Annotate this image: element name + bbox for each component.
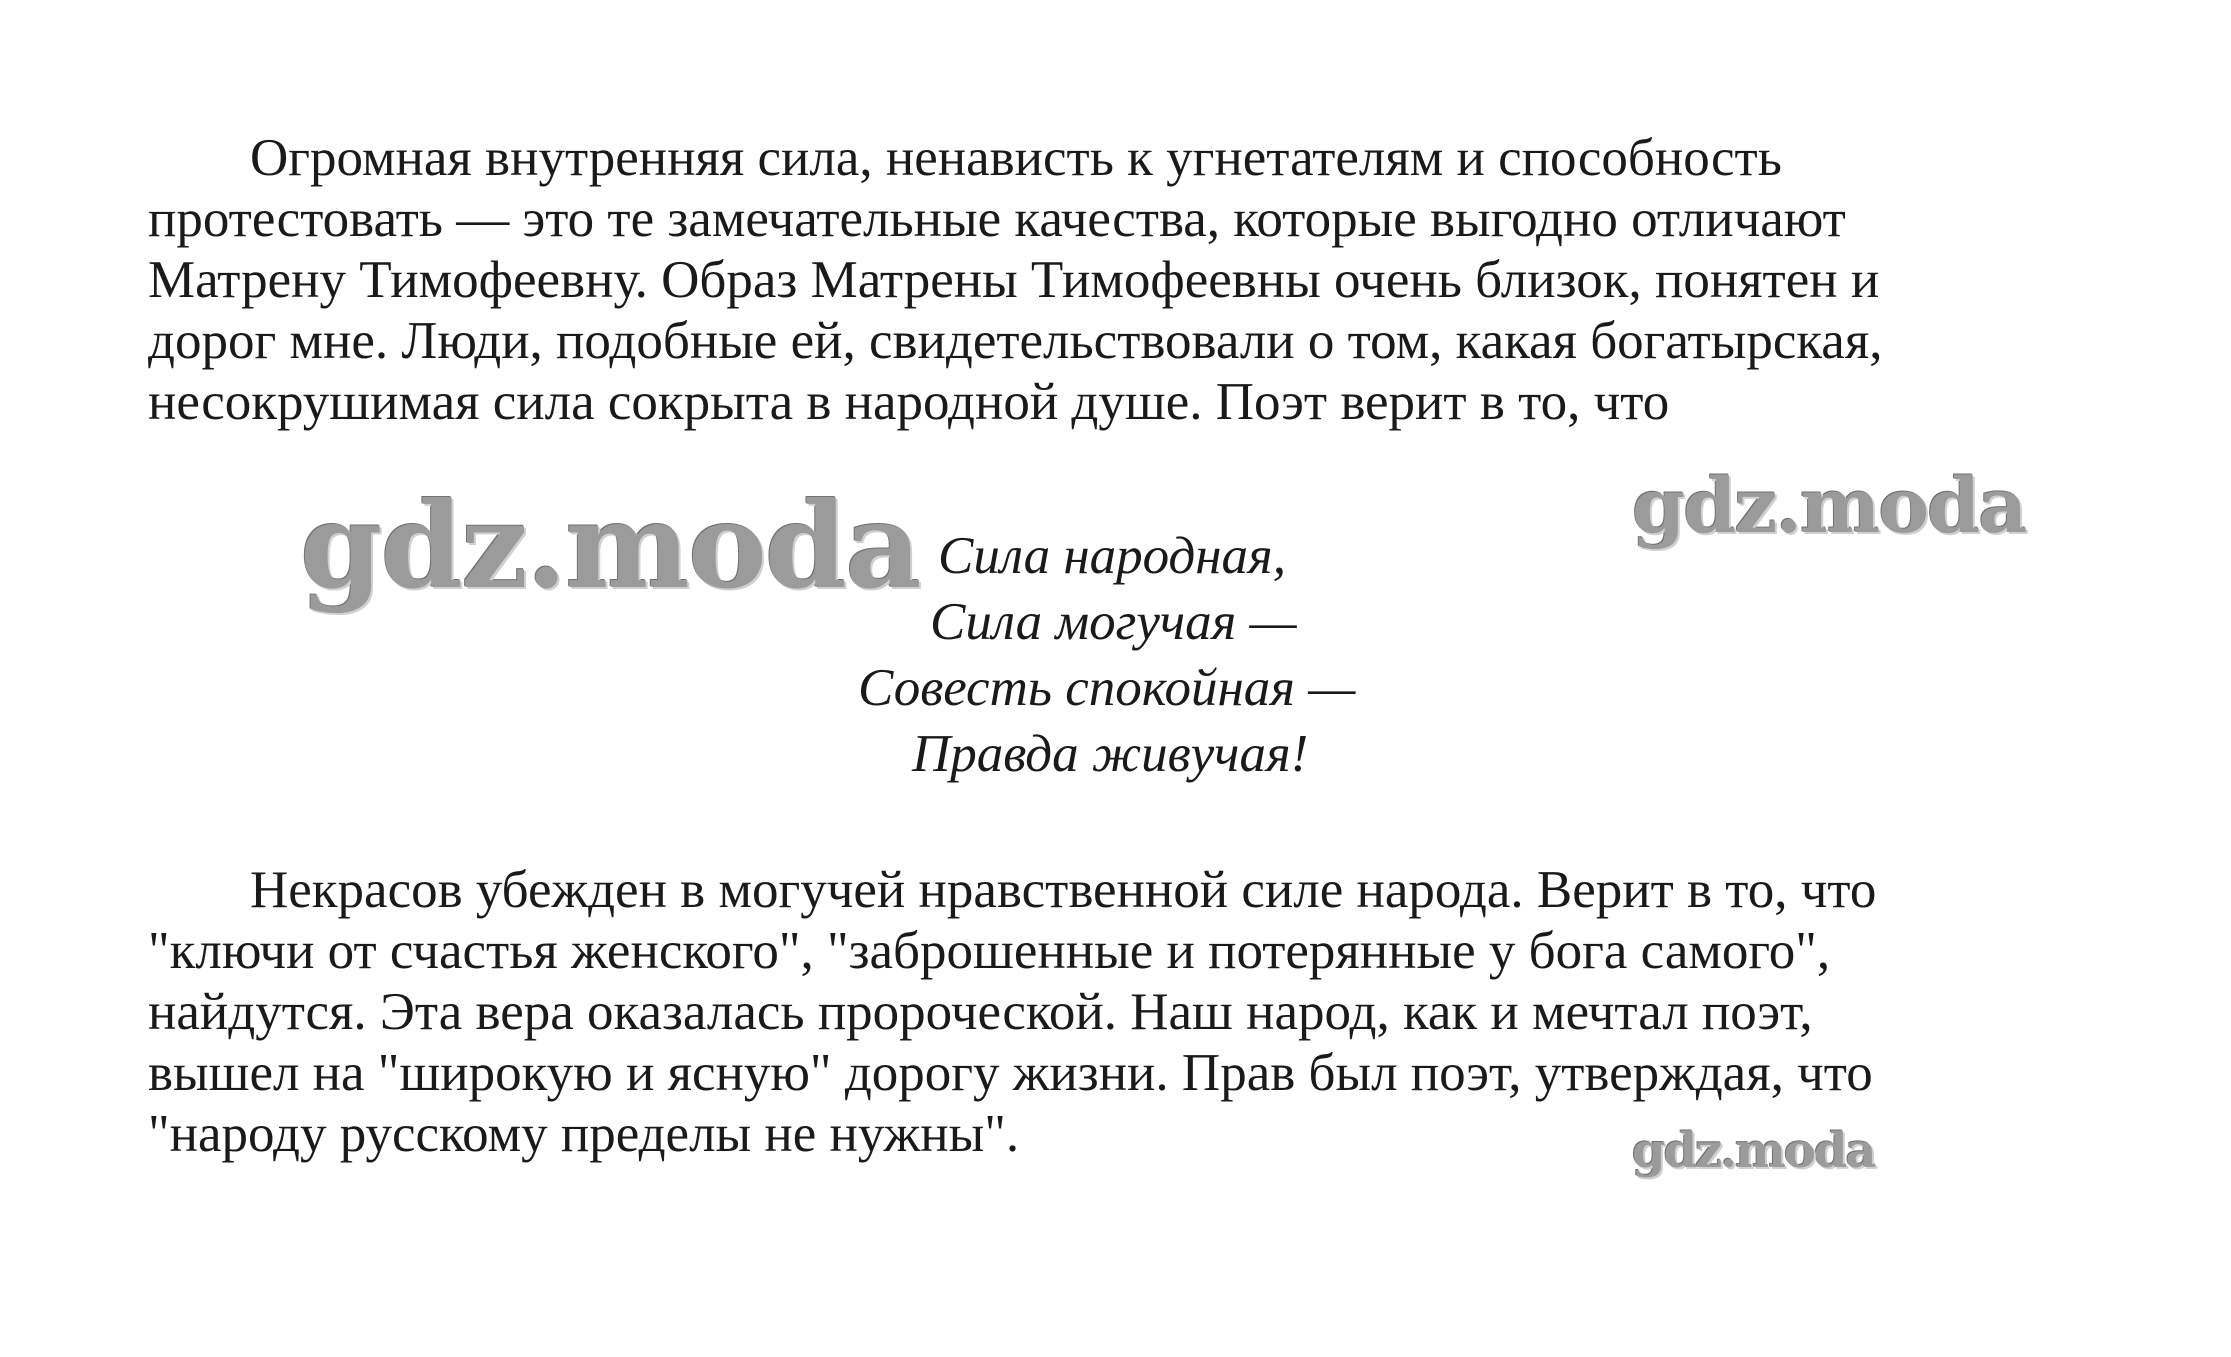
text-line: вышел на "широкую и ясную" дорогу жизни. Прав был поэт, утверждая, что (148, 1044, 1873, 1102)
paragraph-intro (148, 128, 2108, 433)
poem-line: Сила народная, (938, 527, 1286, 585)
text-line: несокрушимая сила сокрыта в народной душе. Поэт верит в то, что (148, 373, 1670, 431)
paragraph-conclusion (148, 860, 2108, 1165)
text-line: "народу русскому пределы не нужны". (148, 1105, 1020, 1163)
text-line: Огромная внутренняя сила, ненависть к угнетателям и способность (250, 129, 1782, 187)
text-line: "ключи от счастья женского", "заброшенные и потерянные у бога самого", (148, 922, 1831, 980)
text-line: Некрасов убежден в могучей нравственной силе народа. Верит в то, что (250, 861, 1877, 919)
poem-line: Правда живучая! (912, 725, 1309, 783)
watermark-logo: gdz.moda (300, 476, 920, 615)
poem-line: Сила могучая — (930, 593, 1297, 651)
watermark-logo: gdz.moda (1632, 461, 2026, 550)
text-line: протестовать — это те замечательные качества, которые выгодно отличают (148, 190, 1846, 248)
watermark-logo: gdz.moda (1632, 1123, 1875, 1179)
text-line: дорог мне. Люди, подобные ей, свидетельствовали о том, какая богатырская, (148, 312, 1883, 370)
poem-line: Совесть спокойная — (858, 659, 1356, 717)
text-line: Матрену Тимофеевну. Образ Матрены Тимофеевны очень близок, понятен и (148, 251, 1880, 309)
text-line: найдутся. Эта вера оказалась пророческой. Наш народ, как и мечтал поэт, (148, 983, 1813, 1041)
